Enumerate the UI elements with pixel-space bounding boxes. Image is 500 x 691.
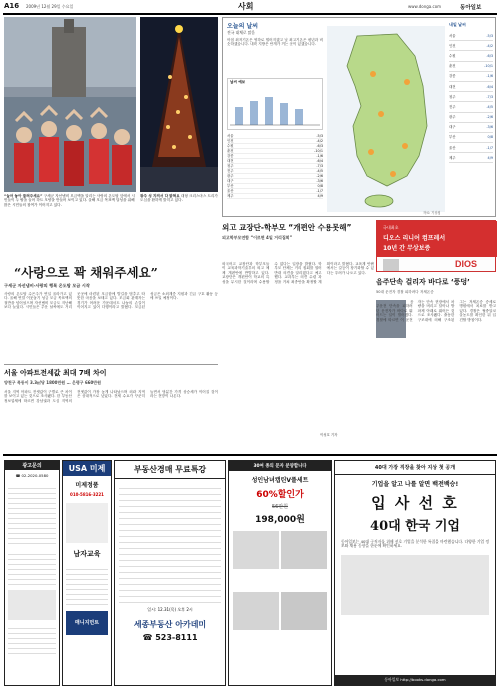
dios-line1: 국내최초 xyxy=(383,225,399,230)
forecast-region: 수원 xyxy=(449,53,456,58)
weather-temp: -4/2 xyxy=(316,139,323,143)
main-headline: “사랑으로 꽉 채워주세요” xyxy=(14,265,158,280)
weather-chart-graphic xyxy=(230,87,320,127)
main-subhead: 구세군 자선냄비-사랑의 행복 온도탑 모금 시작 xyxy=(4,283,90,288)
set-ad-old-price: 56만원 xyxy=(271,504,289,510)
forecast-row xyxy=(449,51,493,61)
section-title: 사회 xyxy=(238,2,254,11)
dios-brand: DIOS xyxy=(455,259,478,269)
tree-caption-title: 광주 성 지켜서 다 밝혀요 xyxy=(140,194,180,198)
forecast-row xyxy=(449,113,493,123)
forecast-temp: -10/1 xyxy=(484,64,493,69)
tree-photo-caption xyxy=(140,194,218,203)
weather-table xyxy=(227,134,323,208)
forecast-temp: -3/6 xyxy=(486,125,493,130)
weather-region: 광주 xyxy=(227,174,234,178)
weather-temp: -5/3 xyxy=(316,134,323,138)
story2-title: 서울 아파트전세값 최대 7배 차이 xyxy=(4,369,107,377)
forecast-region: 제주 xyxy=(449,155,456,160)
weather-subtitle: 전국 대체로 맑음 xyxy=(227,30,256,35)
ads-rule xyxy=(3,454,497,456)
set-ad-discount: 60%할인가 xyxy=(256,490,304,500)
weather-section xyxy=(222,17,496,217)
forecast-row xyxy=(449,123,493,133)
story4-title: 음주단속 걸리자 바다로 ‘풍덩’ xyxy=(376,278,470,286)
forecast-temp: -1/7 xyxy=(486,145,493,150)
page-number: A16 xyxy=(4,2,20,10)
dios-line2: 디오스 리니어 컴프레서 xyxy=(383,235,446,242)
weather-row xyxy=(227,194,323,199)
weather-region: 서울 xyxy=(227,134,234,138)
recruit-ad[interactable] xyxy=(334,460,496,686)
classified-listings xyxy=(8,484,56,544)
weather-region: 수원 xyxy=(227,144,234,148)
product-image xyxy=(233,531,279,569)
weather-region: 부산 xyxy=(227,184,234,188)
weather-region: 전주 xyxy=(227,169,234,173)
forecast-row xyxy=(449,133,493,143)
set-ad-line1: 성인남녀캡틴V풀세트 xyxy=(251,477,309,484)
realty-school: 세종부동산 아카데미 xyxy=(133,620,207,629)
forecast-region: 광주 xyxy=(449,115,456,120)
recruit-main: 입 사 선 호 xyxy=(371,494,459,512)
forecast-region: 부산 xyxy=(449,135,456,140)
usa-title: USA 미제 xyxy=(63,461,111,476)
weather-temp: -7/3 xyxy=(316,164,323,168)
weather-region: 춘천 xyxy=(227,149,234,153)
recruit-sub: 기업을 알고 나를 알면 백전백승! xyxy=(371,481,459,488)
forecast-temp: -4/2 xyxy=(486,43,493,48)
site-url: www.donga.com xyxy=(408,4,442,9)
forecast-row xyxy=(449,41,493,51)
recruit-main2: 40대 한국 기업 xyxy=(370,519,460,534)
usa-sub: 미제정품 xyxy=(75,482,99,489)
weather-temp: -2/6 xyxy=(316,174,323,178)
usa-ad[interactable] xyxy=(62,460,112,686)
fridge-image xyxy=(383,259,399,271)
weather-temp: -6/3 xyxy=(316,144,323,148)
realty-header: 부동산경매 무료특강 xyxy=(115,461,225,479)
weather-temp: -3/6 xyxy=(316,179,323,183)
forecast-row xyxy=(449,143,493,153)
weather-rows xyxy=(227,134,323,199)
weather-map xyxy=(327,26,445,212)
forecast-temp: -6/3 xyxy=(486,53,493,58)
tree-photo xyxy=(140,17,218,192)
set-ad[interactable] xyxy=(228,460,332,686)
story3-byline: 이성호 기자 xyxy=(320,433,338,437)
forecast-region: 인천 xyxy=(449,43,456,48)
divider-1 xyxy=(4,364,218,365)
recruit-footer: 동아일보 http://books.donga.com xyxy=(335,675,495,685)
classified-title: 광고문의 xyxy=(5,461,59,470)
charity-photo-art xyxy=(4,17,136,192)
forecast-temp: -1/6 xyxy=(486,74,493,79)
usa-phone: 010-5816-3221 xyxy=(70,492,104,497)
forecast-row xyxy=(449,31,493,41)
forecast-region: 강릉 xyxy=(449,74,456,79)
realty-date: 일시: 12.31(목) 오후 2시 xyxy=(147,607,193,612)
story2-body: 서울 지역 아파트 전셋값이 구별로 큰 차이를 보이고 있는 것으로 조사됐다. 한 부동산 정보업체에 따르면 강남권과 도심 지역의 전셋값이 가장 높게 나타났으며 외곽 지역은 상대적으로 낮았다. 전세 수요가 꾸준히 늘면서 당분간 가격 상승세가 이어질 것이라는 전망이 나온다. xyxy=(4,390,218,403)
header-rule xyxy=(3,13,497,15)
weather-chart-title: 날씨 예보 xyxy=(230,80,246,84)
recruit-body: 동아일보는 40대 구직자를 위해 선호 기업을 분석한 특집을 마련했습니다. 다양한 기업 정보와 채용 동향을 한눈에 확인하세요. xyxy=(341,539,489,549)
forecast-row xyxy=(449,72,493,82)
story2-sub: 양천구 목동이 3.3㎡당 1800만원 … 은평구 660만원 xyxy=(4,380,102,385)
forecast-row xyxy=(449,102,493,112)
caption-title: “늘어 놓아 들려주세요” xyxy=(4,194,43,198)
forecast-region: 전주 xyxy=(449,104,456,109)
weather-region: 청주 xyxy=(227,164,234,168)
story4-body: 음주운전 단속을 피하려던 운전자가 바다로 뛰어드는 일이 벌어졌다. 경찰에 따르면 이 운전자는 단속 현장에서 차량을 버리고 달아나 방파제 아래로 뛰어든 것으로 조사됐다. 출동한 구조대에 의해 구조된 그는 저체온증 증세로 병원에서 치료를 받고 있다. 경찰은 혈중알코올농도를 확인한 뒤 입건할 방침이다. xyxy=(376,300,496,322)
weather-region: 제주 xyxy=(227,194,234,198)
caption-body: 구세군 자선냄비 모금액을 알리는 사랑의 온도탑 앞에서 시민들이 두 팔을 들어 하트 모양을 만들어 보이고 있다. 올해 모금 목표액 달성을 위해 많은 시민들의 참여가 이어지고 있다. xyxy=(4,194,135,207)
weather-temp: -4/5 xyxy=(316,169,323,173)
product-image xyxy=(281,531,327,569)
forecast-temp: -2/6 xyxy=(486,115,493,120)
classified-box xyxy=(8,590,56,620)
realty-ad[interactable] xyxy=(114,460,226,686)
set-ad-products xyxy=(233,531,327,651)
dios-line3: 10년 간 무상보증 xyxy=(383,245,431,252)
set-ad-price: 198,000원 xyxy=(255,515,305,525)
tree-photo-art xyxy=(140,17,218,192)
forecast-region: 청주 xyxy=(449,94,456,99)
forecast-temp: 0/8 xyxy=(487,135,493,140)
recruit-book-image xyxy=(341,555,489,615)
weather-region: 강릉 xyxy=(227,154,234,158)
namja-title: 남자교육 xyxy=(73,550,101,558)
charity-photo-caption xyxy=(4,194,136,207)
forecast-temp: 4/9 xyxy=(487,155,493,160)
classified-listings-3 xyxy=(8,624,56,654)
forecast-temp: -4/5 xyxy=(486,104,493,109)
classified-listings-2 xyxy=(8,550,56,586)
story4-sub: 50대 운전자 경찰 피하려다 저체온증 xyxy=(376,290,434,294)
realty-schedule xyxy=(119,483,221,603)
weather-notes: 아침 최저기온은 영하로 떨어지겠고 낮 최고기온은 평년과 비슷하겠습니다. 내륙 지방은 안개가 끼는 곳이 있겠습니다. xyxy=(227,38,323,47)
story3-sub: 외고학부모연합 “이르면 4일 거리집회” xyxy=(222,235,293,240)
main-body: 사랑의 온도탑 수은주가 연일 올라가고 있다. 올해 연말 이웃돕기 성금 모금 목표액의 절반을 넘어섰으며 자선냄비 모금도 지난해보다 늘었다. 시민들은 추운 날씨에도 거리 곳곳에 마련된 모금함에 발길을 멈추고 따뜻한 마음을 보태고 있다. 모금회 관계자는 경기가 어려운 가운데서도 나눔의 손길이 이어지고 있어 다행이라고 밝혔다. 모금된 성금은 소외계층 지원과 긴급 구호 활동 등에 쓰일 예정이다. xyxy=(4,292,218,310)
weather-temp: -1/6 xyxy=(316,154,323,158)
weather-region: 울산 xyxy=(227,189,234,193)
weather-temp: 4/9 xyxy=(317,194,323,198)
forecast-region: 대전 xyxy=(449,84,456,89)
weather-region: 인천 xyxy=(227,139,234,143)
usa-listings xyxy=(66,565,108,605)
paper-name: 동아일보 xyxy=(460,5,482,11)
korea-map xyxy=(327,26,445,212)
classified-phone: ☎ 02-2020-0580 xyxy=(15,473,49,478)
forecast-temp: -5/3 xyxy=(486,33,493,38)
forecast-temp: -7/3 xyxy=(486,94,493,99)
weather-region: 대전 xyxy=(227,159,234,163)
weather-temp: -6/4 xyxy=(316,159,323,163)
forecast-region: 서울 xyxy=(449,33,456,38)
weather-temp: 0/8 xyxy=(317,184,323,188)
issue-date: 2009년 12월 29일 수요일 xyxy=(26,4,74,9)
forecast-temp: -6/4 xyxy=(486,84,493,89)
set-ad-top: 30여 종의 문자 분양합니다 xyxy=(229,461,331,471)
page-header xyxy=(0,0,500,14)
weather-footer: 자료: 기상청 xyxy=(423,211,441,215)
product-image xyxy=(281,592,327,630)
charity-photo xyxy=(4,17,136,192)
forecast-row xyxy=(449,92,493,102)
maker-title: 매니지먼트 xyxy=(66,611,108,635)
weather-right-title: 내일 날씨 xyxy=(449,22,466,27)
weather-right xyxy=(449,22,493,212)
forecast-region: 춘천 xyxy=(449,64,456,69)
weather-chart xyxy=(227,78,323,130)
weather-temp: -1/7 xyxy=(316,189,323,193)
forecast-row xyxy=(449,62,493,72)
weather-title: 오늘의 날씨 xyxy=(227,23,259,30)
weather-region: 대구 xyxy=(227,179,234,183)
tree-caption-body: 대형 크리스마스 트리가 도심을 환하게 밝히고 있다. xyxy=(140,194,218,203)
dios-ad[interactable] xyxy=(376,220,496,272)
weather-right-list xyxy=(449,31,493,163)
story3-body: 외국어고 교장단과 학부모들이 교육과학기술부의 외고 체제 개편안에 반발하고 있다. 교장단은 개편안이 학교의 특성을 무시한 것이라며 수용할 수 없다는 입장을 밝혔다. 학부모 단체는 거리 집회를 열어 반대 의견을 알리겠다고 예고했다. 교과부는 의견 수렴 과정을 거쳐 최종안을 확정할 계획이라고 밝혔다. 교육계 안팎에서는 갈등이 장기화할 수 있다는 우려가 나오고 있다. xyxy=(222,262,374,284)
forecast-region: 울산 xyxy=(449,145,456,150)
classified-ad[interactable] xyxy=(4,460,60,686)
product-image xyxy=(233,592,279,630)
usa-box xyxy=(66,503,108,543)
realty-phone: ☎ 523-8111 xyxy=(142,633,198,642)
weather-temp: -10/1 xyxy=(314,149,323,153)
forecast-region: 대구 xyxy=(449,125,456,130)
story3-title: 외고 교장단-학부모 “개편안 수용못해” xyxy=(222,223,352,232)
forecast-row xyxy=(449,82,493,92)
forecast-row xyxy=(449,153,493,163)
recruit-head: 40대 가장 직장을 찾아 지상 첫 공개 xyxy=(335,461,495,475)
